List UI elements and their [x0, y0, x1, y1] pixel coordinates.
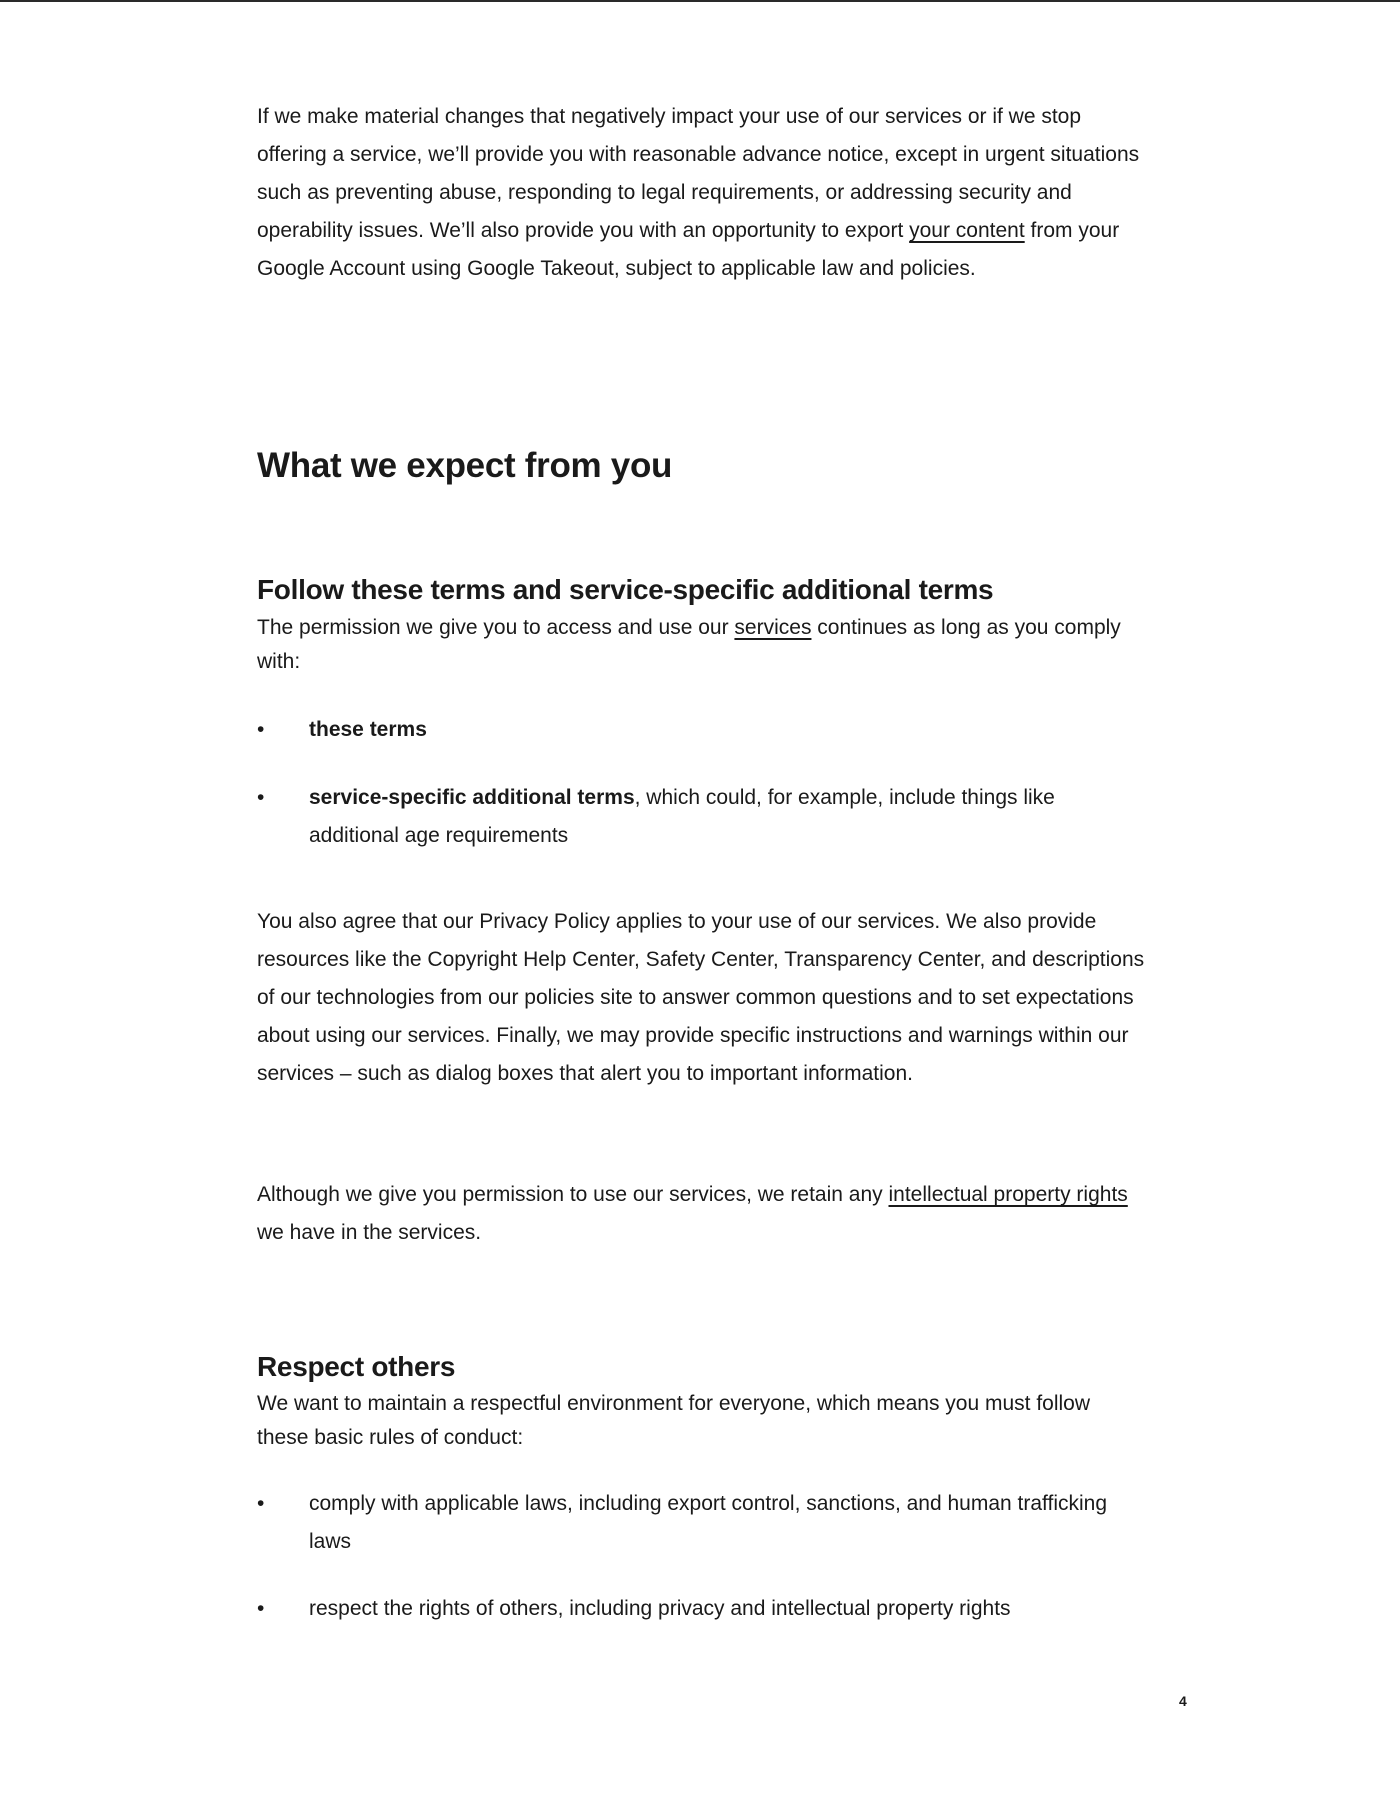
subheading-follow-terms: Follow these terms and service-specific additional terms	[257, 574, 994, 605]
paragraph-text: continues as long as you comply with:	[257, 616, 1121, 673]
list-item-rest: , which could, for example, include things like additional age requirements	[309, 786, 1055, 847]
paragraph-changes-notice	[257, 98, 1147, 288]
subheading-respect-others: Respect others	[257, 1351, 456, 1382]
top-border	[0, 0, 1400, 2]
paragraph-text: Although we give you permission to use our services, we retain any	[257, 1183, 889, 1206]
list-item-text	[309, 711, 1147, 749]
bullet-icon: •	[257, 718, 265, 741]
your-content-link[interactable]: your content	[909, 219, 1025, 242]
list-item-bold: these terms	[309, 718, 427, 741]
paragraph-text: If we make material changes that negatively impact your use of our services or if we stop offering a service, we’ll provide you with reasonable advance notice, except in urgent situations such as preventing abuse, responding to legal requirements, or addressing security and operability issues. We’ll also provide you with an opportunity to export	[257, 105, 1140, 242]
paragraph-respect-intro: We want to maintain a respectful environment for everyone, which means you must follow these basic rules of conduct:	[257, 1392, 1091, 1449]
bullet-icon: •	[257, 1492, 265, 1515]
paragraph-intellectual-property	[257, 1176, 1147, 1252]
paragraph-text: we have in the services.	[257, 1221, 482, 1244]
paragraph-text: The permission we give you to access and use our	[257, 616, 735, 639]
list-item-text: comply with applicable laws, including export control, sanctions, and human trafficking laws	[309, 1492, 1108, 1553]
intellectual-property-rights-link[interactable]: intellectual property rights	[888, 1183, 1128, 1206]
list-item-text: respect the rights of others, including privacy and intellectual property rights	[309, 1597, 1011, 1620]
section-heading-expectations: What we expect from you	[257, 446, 673, 485]
list-item-text	[309, 779, 1147, 855]
paragraph-privacy-policy: You also agree that our Privacy Policy applies to your use of our services. We also provide resources like the Copyright Help Center, Safety Center, Transparency Center, and descriptions of our technologies from our policies site to answer common questions and to set expectations about using our services. Finally, we may provide specific instructions and warnings within our services – such as dialog boxes that alert you to important information.	[257, 910, 1145, 1085]
page-number: 4	[1179, 1693, 1187, 1709]
services-link[interactable]: services	[734, 616, 812, 639]
list-item-bold: service-specific additional terms	[309, 786, 635, 809]
bullet-icon: •	[257, 786, 265, 809]
paragraph-text: from your Google Account using Google Takeout, subject to applicable law and policies.	[257, 219, 1120, 280]
paragraph-permission	[257, 611, 1147, 679]
bullet-icon: •	[257, 1597, 265, 1620]
